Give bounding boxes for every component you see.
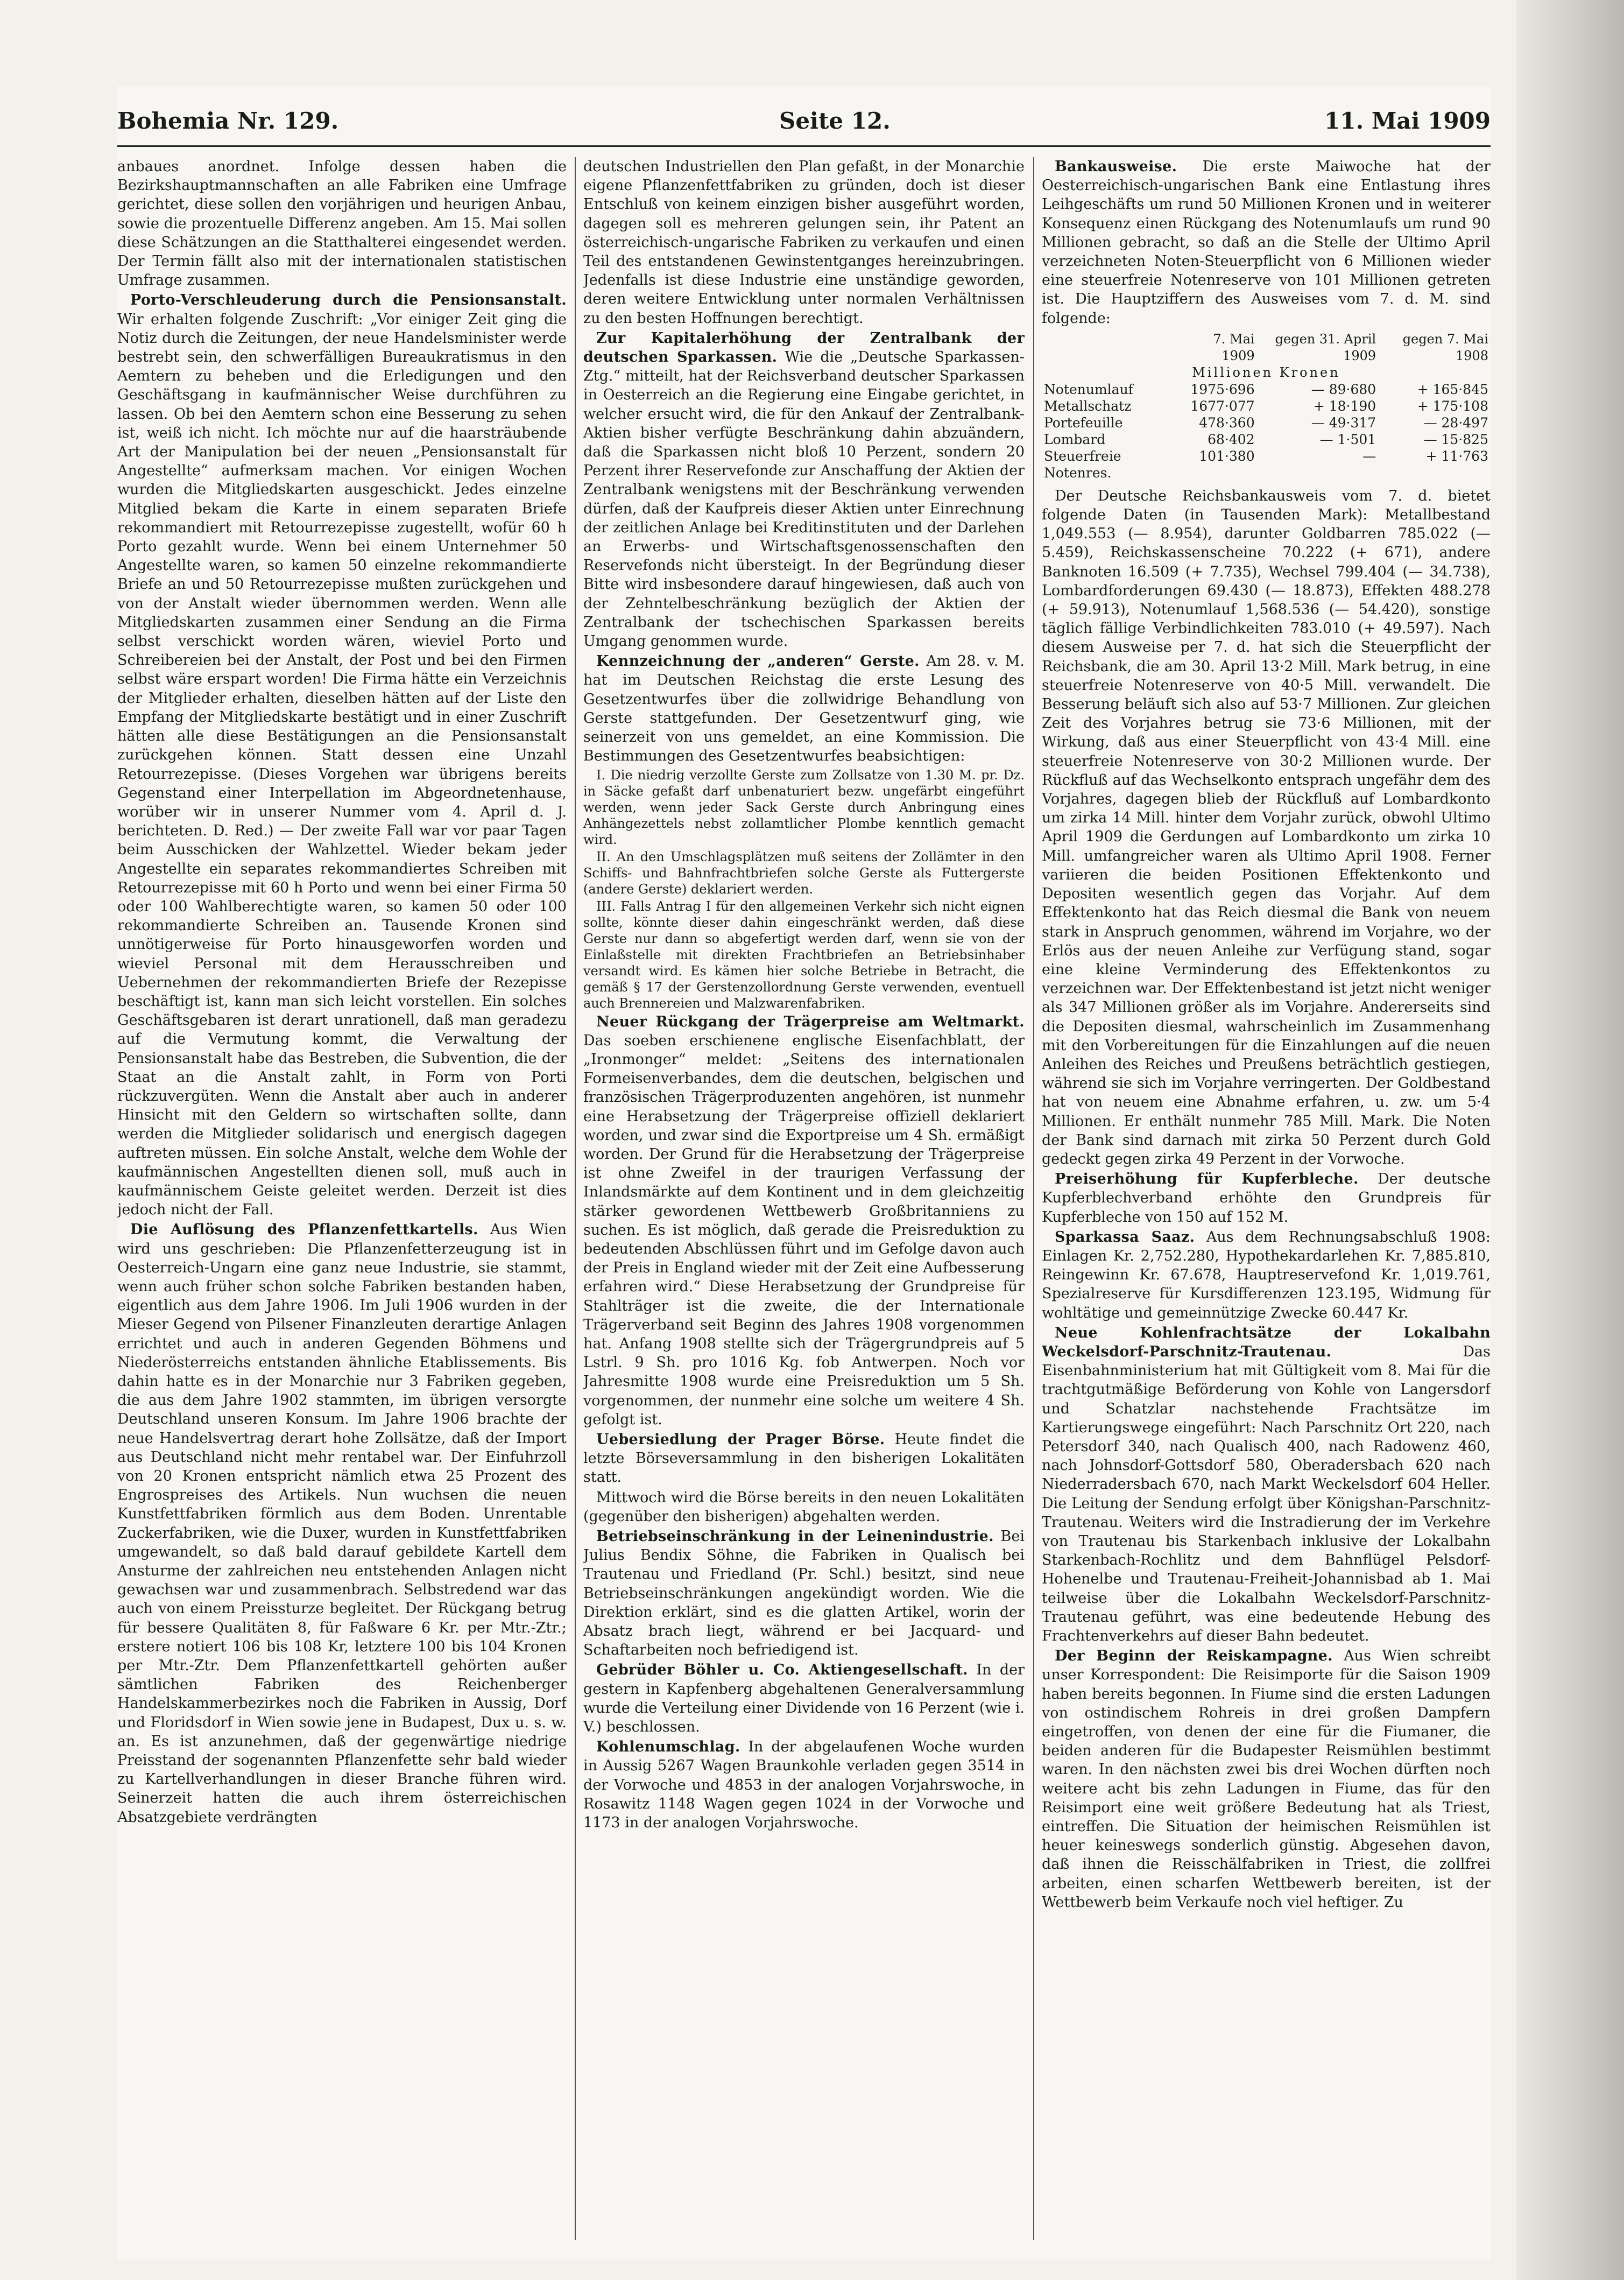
article-body: Aus Wien wird uns geschrieben: Die Pflanzenfetterzeugung ist in Oesterreich-Ungarn eine ganz neue Industrie, sie stammt, wenn auch früher schon solche Fabriken bestanden haben, eigentlich aus dem Jahre 1906. Im Juli 1906 wurden in der Mieser Gegend von Pilsener Finanzleuten derartige Anlagen errichtet und auch in anderen Gegenden Böhmens und Niederösterreichs entstanden ähnliche Etablissements. Bis dahin hatte es in der Monarchie nur 3 Fabriken gegeben, die aus dem Jahre 1902 stammten, im übrigen versorgte Deutschland unseren Konsum. Im Jahre 1906 brachte der neue Handelsvertrag derart hohe Zollsätze, daß der Import aus Deutschland nicht mehr rentabel war. Der Einfuhrzoll von 20 Kronen entspricht nämlich etwa 25 Prozent des Engrospreises des Artikels. Nun wuchsen die neuen Kunstfettfabriken förmlich aus dem Boden. Unrentable Zuckerfabriken, wie die Duxer, wurden in Kunstfettfabriken umgewandelt, so daß bald darauf gebildete Kartell dem Ansturme der zahlreichen neu entstehenden Anlagen nicht gewachsen war und zusammenbrach. Selbstredend war das auch von einem Preissturze begleitet. Der Rückgang betrug für bessere Qualitäten 8, für Faßware 6 Kr. per Mtr.-Ztr.; erstere notiert 106 bis 108 Kr, letztere 100 bis 104 Kronen per Mtr.-Ztr. Dem Pflanzenfettkartell gehörten außer sämtlichen Fabriken des Reichenberger Handelskammerbezirkes noch die Fabriken in Aussig, Dorf und Floridsdorf in Wien sowie jene in Budapest, Dux u. s. w. an. Es ist anzunehmen, daß der gegenwärtige niedrige Preisstand der sogenannten Pflanzenfette sehr bald wieder zu Kartellverhandlungen in dieser Branche führen wird. Seinerzeit hatten die auch ihrem österreichischen Absatzgebiete verdrängten	[117, 1221, 567, 1826]
row-change-month: — 1·501	[1319, 431, 1376, 447]
article-heading: Gebrüder Böhler u. Co. Aktiengesellschaft.	[596, 1662, 968, 1679]
article-body: In der gestern in Kapfenberg abgehaltenen Generalversammlung wurde die Verteilung einer Dividende von 16 Perzent (wie i. V.) beschlossen.	[583, 1662, 1025, 1736]
article-body: In der abgelaufenen Woche wurden in Aussig 5267 Wagen Braunkohle verladen gegen 3514 in der Vorwoche und 4853 in der analogen Vorjahrswoche, in Rosawitz 1148 Wagen gegen 1024 in der Vorwoche und 1173 in der analogen Vorjahrswoche.	[583, 1739, 1025, 1832]
header-rule	[117, 145, 1491, 147]
article-porto	[117, 291, 567, 1219]
article-heading: Neue Kohlenfrachtsätze der Lokalbahn Weckelsdorf-Parschnitz-Trautenau.	[1042, 1324, 1491, 1360]
issue-date: 11. Mai 1909	[1324, 108, 1491, 134]
article-boerse-cont: Mittwoch wird die Börse bereits in den neuen Lokalitäten (gegenüber den bisherigen) abgehalten werden.	[583, 1489, 1025, 1525]
masthead-issue: Bohemia Nr. 129.	[117, 108, 339, 134]
row-label: Notenumlauf	[1044, 381, 1133, 397]
article-gerste	[583, 652, 1025, 765]
article-bankausweise	[1042, 157, 1491, 328]
row-value: 101·380	[1199, 448, 1255, 464]
article-heading: Die Auflösung des Pflanzenfettkartells.	[130, 1221, 478, 1238]
article-heading: Uebersiedlung der Prager Börse.	[596, 1431, 885, 1448]
provision-1: I. Die niedrig verzollte Gerste zum Zollsatze von 1.30 M. pr. Dz. in Säcke gefaßt darf unbenaturiert bezw. ungefärbt eingeführt werden, wenn jeder Sack Gerste durch Anbringung eines Anhängezettels nebst zollamtlicher Plombe kenntlich gemacht wird.	[583, 767, 1025, 847]
article-body: Heute findet die letzte Börseversammlung in den bisherigen Lokalitäten statt.	[583, 1431, 1025, 1486]
row-change-year: + 165·845	[1417, 381, 1488, 397]
article-continuation: deutschen Industriellen den Plan gefaßt, in der Monarchie eigene Pflanzenfettfabriken zu gründen, doch ist dieser Entschluß von keinem einzigen bisher ausgeführt worden, dagegen soll es mehreren gelungen sein, ihr Patent an österreichisch-ungarische Fabriken zu verkaufen und einen Teil des entstandenen Gewinstentganges hereinzubringen. Jedenfalls ist diese Industrie eine unständige geworden, deren weitere Entwicklung unter normalen Verhältnissen zu den besten Hoffnungen berechtigt.	[583, 158, 1025, 327]
row-change-month: — 49·317	[1311, 414, 1376, 431]
article-kupfer	[1042, 1170, 1491, 1227]
table-header-cell: gegen 7. Mai 1908	[1402, 331, 1488, 363]
law-provisions	[583, 767, 1025, 1011]
row-label: Portefeuille	[1044, 414, 1123, 431]
row-value: 1677·077	[1190, 398, 1255, 414]
article-boehler	[583, 1660, 1025, 1736]
article-kohle	[583, 1737, 1025, 1832]
row-change-year: + 11·763	[1425, 448, 1488, 464]
article-pflanzenfett	[117, 1220, 567, 1827]
article-heading: Zur Kapitalerhöhung der Zentralbank der deutschen Sparkassen.	[583, 329, 1025, 366]
column-divider	[1033, 157, 1034, 2240]
article-heading: Neuer Rückgang der Trägerpreise am Weltmarkt.	[596, 1013, 1025, 1030]
article-heading: Kennzeichnung der „anderen“ Gerste.	[596, 653, 920, 670]
row-label: Steuerfreie Notenres.	[1044, 448, 1121, 481]
table-row	[1042, 414, 1491, 431]
column-divider	[575, 157, 576, 2240]
article-reichsbank: Der Deutsche Reichsbankausweis vom 7. d. bietet folgende Daten (in Tausenden Mark): Metallbestand 1,049.553 (— 8.954), darunter Goldbarren 785.022 (— 5.459), Reichskassenscheine 70.222 (+ 671), andere Banknoten 16.509 (+ 7.735), Wechsel 799.404 (— 34.738), Lombardforderungen 69.430 (— 18.873), Effekten 488.278 (+ 59.913), Notenumlauf 1,568.536 (— 54.420), sonstige täglich fällige Verbindlichkeiten 783.010 (+ 49.597). Nach diesem Ausweise per 7. d. hat sich die Steuerpflicht der Reichsbank, die am 30. April 13·2 Mill. Mark betrug, in eine steuerfreie Notenreserve von 40·5 Mill. verwandelt. Die Besserung beläuft sich also auf 53·7 Millionen. Zur gleichen Zeit des Vorjahres betrug sie 73·6 Millionen, mit der Wirkung, daß aus einer Steuerpflicht von 43·4 Mill. eine steuerfreie Notenreserve von 30·2 Millionen wurde. Der Rückfluß auf das Wechselkonto entsprach ungefähr dem des Vorjahres, dagegen blieb der Rückfluß auf Lombardkonto um zirka 14 Mill. hinter dem Vorjahr zurück, obwohl Ultimo April 1909 die Gerdungen auf Lombardkonto um zirka 10 Mill. umfangreicher waren als Ultimo April 1908. Ferner variieren die beiden Positionen Effektenkonto und Depositen wesentlich gegen das Vorjahr. Auf dem Effektenkonto hat das Reich diesmal die Bank von neuem stark in Anspruch genommen, während im Vorjahre, wo der Erlös aus der neuen Anleihe zur Verfügung stand, sogar eine kleine Verminderung des Effektenkontos zu verzeichnen war. Der Effektenbestand ist jetzt nicht weniger als 347 Millionen größer als im Vorjahre. Andererseits sind die Depositen diesmal, wahrscheinlich im Zusammenhang mit den Vorbereitungen für die Einzahlungen auf die neuen Anleihen des Reiches und Preußens beträchtlich gestiegen, während sie sich im Vorjahre verringerten. Der Goldbestand hat von neuem eine Abnahme erfahren, u. zw. um 5·4 Millionen. Er enthält nunmehr 785 Mill. Mark. Die Noten der Bank sind darnach mit zirka 50 Perzent durch Gold gedeckt gegen zirka 49 Perzent in der Vorwoche.	[1042, 487, 1491, 1167]
page-number: Seite 12.	[779, 108, 891, 134]
article-lokalbahn	[1042, 1324, 1491, 1645]
column-1	[117, 157, 567, 2240]
article-heading: Porto-Verschleuderung durch die Pensionsanstalt.	[130, 292, 567, 309]
row-value: 1975·696	[1190, 381, 1255, 397]
article-body: Wie die „Deutsche Sparkassen-Ztg.“ mitteilt, hat der Reichsverband deutscher Sparkassen in Oesterreich an die Regierung eine Eingabe gerichtet, in welcher ersucht wird, die für den Ankauf der Zentralbank-Aktien bisher verfügte Beschränkung dahin abzuändern, daß die Sparkassen nicht bloß 10 Perzent, sondern 20 Perzent ihrer Reservefonde zur Anschaffung der Aktien der Zentralbank wenigstens mit der Beschränkung verwenden dürfen, daß der Kaufpreis dieser Aktien unter Einrechnung der zeitlichen Anlage bei Kreditinstituten und der Darlehen an Erwerbs- und Wirtschaftsgenossenschaften den Reservefonds nicht übersteigt. In der Begründung dieser Bitte wird insbesondere darauf hingewiesen, daß auch von der Zehntelbeschränkung bezüglich der Aktien der Zentralbank der tschechischen Sparkassen bereits Umgang genommen wurde.	[583, 349, 1025, 650]
provision-2: II. An den Umschlagsplätzen muß seitens der Zollämter in den Schiffs- und Bahnfrachtbriefen solche Gerste als Futtergerste (andere Gerste) deklariert werden.	[583, 849, 1025, 897]
table-header-row	[1042, 331, 1491, 364]
table-row	[1042, 381, 1491, 398]
row-label: Lombard	[1044, 431, 1106, 447]
article-body: Bei Julius Bendix Söhne, die Fabriken in Qualisch bei Trautenau und Friedland (Pr. Schl.) besitzt, sind neue Betriebseinschränkungen angekündigt worden. Wie die Direktion erklärt, sind es die glatten Artikel, worin der Absatz brach liegt, während er bei Jacquard- und Schaftarbeiten noch befriedigend ist.	[583, 1528, 1025, 1659]
article-heading: Sparkassa Saaz.	[1055, 1228, 1195, 1245]
article-boerse	[583, 1430, 1025, 1487]
row-change-year: — 15·825	[1423, 431, 1488, 447]
article-zentralbank	[583, 329, 1025, 651]
article-body: Aus dem Rechnungsabschluß 1908: Einlagen Kr. 2,752.280, Hypothekardarlehen Kr. 7,885.810, Reingewinn Kr. 67.678, Hauptreservefond Kr. 1,019.761, Spezialreserve für Kursdifferenzen 123.195, Widmung für wohltätige und gemeinnützige Zwecke 60.447 Kr.	[1042, 1228, 1491, 1321]
row-value: 68·402	[1208, 431, 1255, 447]
table-unit-row	[1042, 364, 1491, 381]
article-saaz	[1042, 1228, 1491, 1322]
article-heading: Preiserhöhung für Kupferbleche.	[1055, 1171, 1359, 1188]
newspaper-page	[117, 86, 1491, 2261]
row-change-month: — 89·680	[1311, 381, 1376, 397]
column-3	[1042, 157, 1491, 2240]
page-header	[117, 108, 1491, 140]
row-change-year: + 175·108	[1417, 398, 1488, 414]
row-change-month: —	[1362, 448, 1376, 464]
table-row	[1042, 398, 1491, 414]
article-heading: Bankausweise.	[1055, 158, 1177, 175]
article-body: Der deutsche Kupferblechverband erhöhte den Grundpreis für Kupferbleche von 150 auf 152 M.	[1042, 1171, 1491, 1226]
article-body: Am 28. v. M. hat im Deutschen Reichstag die erste Lesung des Gesetzentwurfes über die zollwidrige Behandlung von Gerste stattgefunden. Der Gesetzentwurf ging, wie seinerzeit von uns gemeldet, an eine Kommission. Die Bestimmungen des Gesetzentwurfes beabsichtigen:	[583, 653, 1025, 765]
table-header-cell	[1042, 331, 1178, 364]
article-body: Das Eisenbahnministerium hat mit Gültigkeit vom 8. Mai für die trachtgutmäßige Beförderung von Kohle von Langersdorf und Schatzlar nachstehende Frachtsätze im Kartierungswege eingeführt: Nach Parschnitz Ort 220, nach Petersdorf 340, nach Qualisch 400, nach Radowenz 460, nach Johnsdorf-Gottsdorf 580, Oberadersbach 620 nach Niederradersbach 670, nach Markt Weckelsdorf 604 Heller. Die Leitung der Sendung erfolgt über Königshan-Parschnitz-Trautenau. Weiters wird die Instradierung der im Verkehre von Trautenau bis Starkenbach inklusive der Lokalbahn Starkenbach-Rochlitz und dem Bahnflügel Pelsdorf-Hohenelbe und Trautenau-Freiheit-Johannisbad ab 1. Mai teilweise über die Lokalbahn Weckelsdorf-Parschnitz-Trautenau geführt, was eine bedeutende Hebung des Frachtenverkehrs auf dieser Bahn bedeutet.	[1042, 1343, 1491, 1645]
article-body: Die erste Maiwoche hat der Oesterreichisch-ungarischen Bank eine Entlastung ihres Leihgeschäfts um rund 50 Millionen Kronen und in weiterer Konsequenz einen Rückgang des Notenumlaufs um rund 90 Millionen gebracht, so daß an die Stelle der Ultimo April verzeichneten Noten-Steuerpflicht von 6 Millionen wieder eine steuerfreie Notenreserve von 101 Millionen getreten ist. Die Hauptziffern des Ausweises vom 7. d. M. sind folgende:	[1042, 158, 1491, 327]
provision-3: III. Falls Antrag I für den allgemeinen Verkehr sich nicht eignen sollte, könnte dieser dahin eingeschränkt werden, daß diese Gerste nur dann so abgefertigt werden darf, wenn sie von der Einlaßstelle mit direkten Frachtbriefen an Betriebsinhaber versandt wird. Es kämen hier solche Betriebe in Betracht, die gemäß § 17 der Gerstenzollordnung Gerste verwenden, eventuell auch Brennereien und Malzwarenfabriken.	[583, 898, 1025, 1011]
article-traeger	[583, 1012, 1025, 1429]
row-value: 478·360	[1199, 414, 1255, 431]
table-header-cell: gegen 31. April 1909	[1275, 331, 1376, 363]
article-body: Aus Wien schreibt unser Korrespondent: Die Reisimporte für die Saison 1909 haben bereits begonnen. In Fiume sind die ersten Ladungen von ostindischem Rohreis in drei großen Dampfern eingetroffen, von denen der eine für die Fiumaner, die beiden anderen für die Budapester Reismühlen bestimmt waren. In den nächsten zwei bis drei Wochen dürften noch weitere acht bis zehn Ladungen in Fiume, das für den Reisimport eine weit größere Bedeutung hat als Triest, eintreffen. Die Situation der heimischen Reismühlen ist heuer keineswegs sonderlich günstig. Abgesehen davon, daß ihnen die Reisschälfabriken in Triest, die zollfrei arbeiten, einen scharfen Wettbewerb bereiten, ist der Wettbewerb beim Verkaufe noch viel heftiger. Zu	[1042, 1648, 1491, 1911]
row-change-year: — 28·497	[1423, 414, 1488, 431]
article-continuation: anbaues anordnet. Infolge dessen haben die Bezirkshauptmannschaften an alle Fabriken eine Umfrage gerichtet, diese sollen den vorjährigen und heurigen Anbau, sowie die prozentuelle Differenz angeben. Am 15. Mai sollen diese Schätzungen an die Statthalterei eingesendet werden. Der Termin fällt also mit der internationalen statistischen Umfrage zusammen.	[117, 158, 567, 289]
article-heading: Betriebseinschränkung in der Leinenindustrie.	[596, 1528, 994, 1545]
column-2	[583, 157, 1025, 2240]
table-unit-label: Millionen Kronen	[1192, 364, 1340, 380]
article-heading: Der Beginn der Reiskampagne.	[1055, 1648, 1333, 1665]
article-leinen	[583, 1527, 1025, 1659]
bank-figures-table	[1042, 331, 1491, 481]
scan-edge-shadow	[1516, 0, 1624, 2280]
article-body: Wir erhalten folgende Zuschrift: „Vor einiger Zeit ging die Notiz durch die Zeitungen, der neue Handelsminister werde bestrebt sein, den schwerfälligen Bureaukratismus in den Aemtern zu beheben und die Erledigungen und den Geschäftsgang in kaufmännischer Weise durchführen zu lassen. Ob bei den Aemtern schon eine Besserung zu sehen ist, weiß ich nicht. Ich möchte nur auf die haarsträubende Art der Manipulation bei der neuen „Pensionsanstalt für Angestellte“ aufmerksam machen. Vor einigen Wochen wurden die Mitgliedskarten ausgeschickt. Jedes einzelne Mitglied bekam die Karte in einem separaten Briefe rekommandiert mit Retourrezepisse zugestellt, wofür 60 h Porto gezahlt wurde. Wenn bei einem Unternehmer 50 Angestellte waren, so kamen 50 einzelne rekommandierte Briefe an und 50 Retourrezepisse mußten zurückgehen und von der Anstalt wieder übernommen werden. Wenn alle Mitgliedskarten zusammen einer Sendung an die Firma selbst verschickt worden wären, wieviel Porto und Schreibereien bei der Anstalt, der Post und bei den Firmen selbst wäre erspart worden! Die Firma hätte ein Verzeichnis der Mitglieder erhalten, dieselben hätten auf der Liste den Empfang der Mitgliedskarte bestätigt und in einer Zuschrift hätten alle diese Bestätigungen an die Pensionsanstalt zurückgehen können. Statt dessen eine Unzahl Retourrezepisse. (Dieses Vorgehen war übrigens bereits Gegenstand einer Interpellation im Abgeordnetenhause, worüber wir in unserer Nummer vom 4. April d. J. berichteten. D. Red.) — Der zweite Fall war vor paar Tagen beim Ausschicken der Wahlzettel. Wieder bekam jeder Angestellte ein separates rekommandiertes Schreiben mit Retourrezepisse mit 60 h Porto und wenn bei einer Firma 50 oder 100 Wahlberechtigte waren, so kamen 50 oder 100 rekommandierte Schreiben an. Tausende Kronen sind unnötigerweise für Porto hinausgeworfen worden und wieviel Personal mit dem Herausschreiben und Uebernehmen der rekommandierten Briefe der Rezepisse beschäftigt ist, kann man sich leicht vorstellen. Ein solches Geschäftsgebaren ist derart unrationell, daß man geradezu auf die Vermutung kommt, die Verwaltung der Pensionsanstalt habe das Bestreben, die Subvention, die der Staat an die Anstalt zahlt, in Form von Porti rückzuvergüten. Wenn die Anstalt aber auch in anderer Hinsicht mit den Geldern so wirtschaften sollte, dann werden die Mitglieder solidarisch und energisch dagegen auftreten müssen. Ein solche Anstalt, welche dem Wohle der kaufmännischen Angestellten dienen soll, muß auch in kaufmännischem Geiste geleitet werden. Derzeit ist dies jedoch nicht der Fall.	[117, 311, 567, 1219]
row-change-month: + 18·190	[1313, 398, 1376, 414]
article-heading: Kohlenumschlag.	[596, 1739, 740, 1756]
row-label: Metallschatz	[1044, 398, 1132, 414]
table-row	[1042, 431, 1491, 448]
article-reis	[1042, 1646, 1491, 1912]
table-row	[1042, 448, 1491, 481]
article-body: Das soeben erschienene englische Eisenfachblatt, der „Ironmonger“ meldet: „Seitens des internationalen Formeisenverbandes, dem die deutschen, belgischen und französischen Trägerproduzenten angehören, ist nunmehr eine Herabsetzung der Trägerpreise offiziell deklariert worden, und zwar sind die Exportpreise um 4 Sh. ermäßigt worden. Der Grund für die Herabsetzung der Trägerpreise ist ohne Zweifel in der traurigen Verfassung der Inlandsmärkte auf dem Kontinent und in dem gleichzeitig stärker gewordenen Wettbewerb Großbritanniens zu suchen. Es ist möglich, daß gerade die Preisreduktion zu bedeutenden Abschlüssen führt und im Gefolge davon auch der Preis in England wieder mit der Zeit eine Aufbesserung erfahren wird.“ Diese Herabsetzung der Grundpreise für Stahlträger ist die zweite, die der Internationale Trägerverband seit Beginn des Jahres 1908 vorgenommen hat. Anfang 1908 stellte sich der Trägergrundpreis auf 5 Lstrl. 9 Sh. pro 1016 Kg. fob Antwerpen. Noch vor Jahresmitte 1908 wurde eine Preisreduktion um 5 Sh. vorgenommen, der nunmehr eine solche um weitere 4 Sh. gefolgt ist.	[583, 1032, 1025, 1428]
table-header-cell: 7. Mai 1909	[1213, 331, 1255, 363]
